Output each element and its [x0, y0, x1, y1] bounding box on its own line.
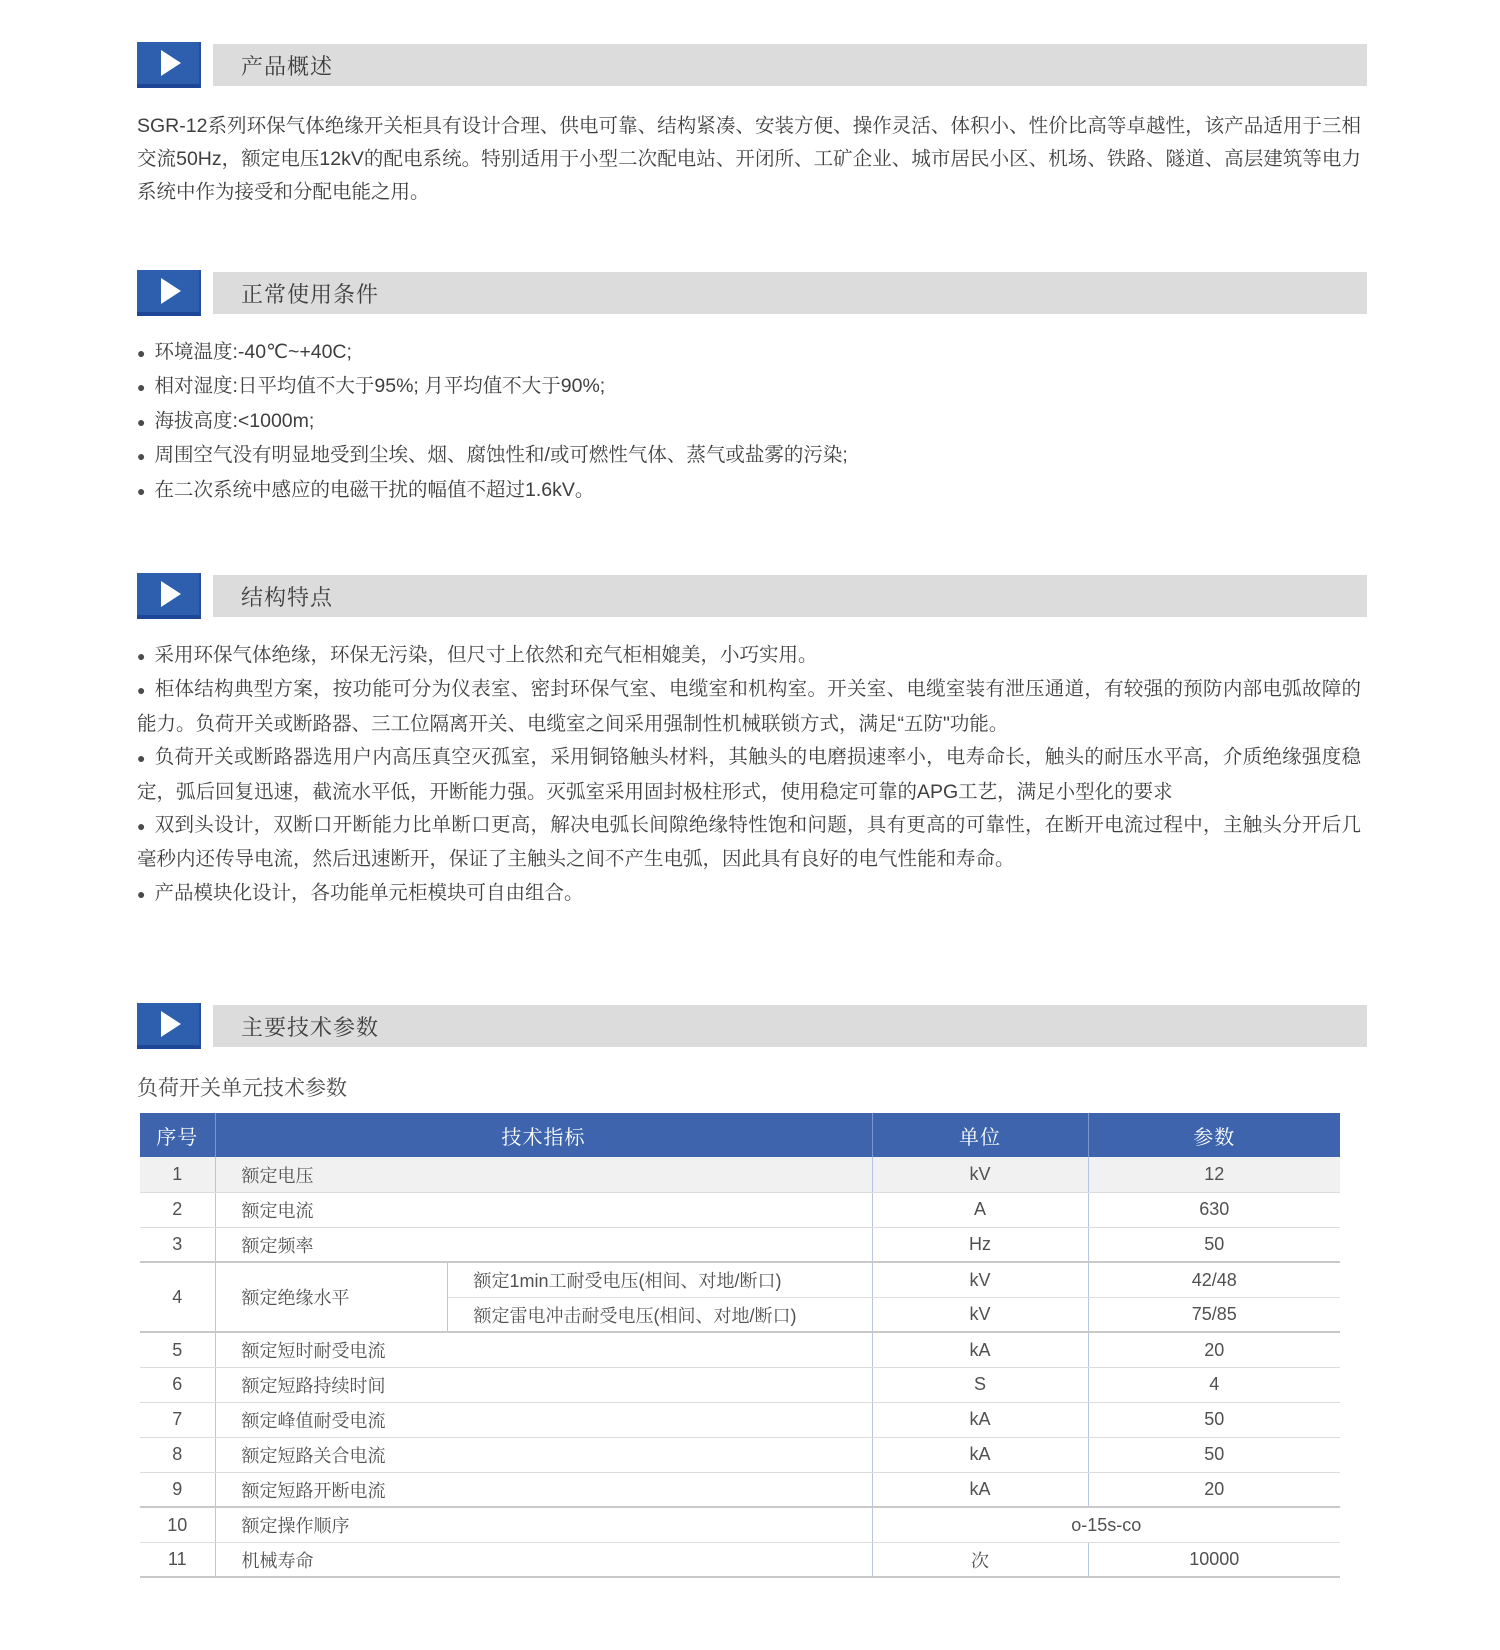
cell-no: 6	[140, 1367, 215, 1402]
table-row	[140, 1262, 1340, 1297]
bullet-text: 周围空气没有明显地受到尘埃、烟、腐蚀性和/或可燃性气体、蒸气或盐雾的污染;	[154, 444, 848, 467]
cell-no: 4	[140, 1262, 215, 1332]
play-arrow-icon	[137, 1003, 201, 1049]
triangle-glyph	[161, 50, 181, 76]
cell-indicator: 额定绝缘水平	[215, 1262, 447, 1332]
cell-value: 42/48	[1088, 1262, 1340, 1297]
table-row	[140, 1542, 1340, 1577]
bullet-text: 产品模块化设计，各功能单元柜模块可自由组合。	[154, 881, 584, 904]
bullet-item	[137, 336, 1361, 370]
table-row	[140, 1472, 1340, 1507]
conditions-list	[137, 336, 1361, 508]
cell-no: 7	[140, 1402, 215, 1437]
bullet-text: 海拔高度:<1000m;	[154, 409, 315, 432]
bullet-icon: ●	[137, 682, 146, 699]
params-table	[140, 1113, 1340, 1578]
cell-value: 20	[1088, 1332, 1340, 1367]
table-row	[140, 1227, 1340, 1262]
bullet-item	[137, 673, 1361, 741]
section-title-bar	[213, 1005, 1367, 1047]
cell-sub-indicator: 额定雷电冲击耐受电压(相间、对地/断口)	[447, 1297, 872, 1332]
table-header-value: 参数	[1088, 1113, 1340, 1157]
triangle-glyph	[161, 1011, 181, 1037]
bullet-text: 柜体结构典型方案，按功能可分为仪表室、密封环保气室、电缆室和机构室。开关室、电缆室装有泄压通道，有较强的预防内部电弧故障的能力。负荷开关或断路器、三工位隔离开关、电缆室之间采用强制性机械联锁方式，满足“五防"功能。	[137, 678, 1361, 735]
cell-no: 8	[140, 1437, 215, 1472]
bullet-text: 环境温度:-40℃~+40C;	[154, 341, 352, 363]
cell-no: 9	[140, 1472, 215, 1507]
cell-indicator: 额定短路关合电流	[215, 1437, 872, 1472]
overview-paragraph: SGR-12系列环保气体绝缘开关柜具有设计合理、供电可靠、结构紧凑、安装方便、操作灵活、体积小、性价比高等卓越性，该产品适用于三相交流50Hz，额定电压12kV的配电系统。特别适用于小型二次配电站、开闭所、工矿企业、城市居民小区、机场、铁路、隧道、高层建筑等电力系统中作为接受和分配电能之用。	[137, 115, 1361, 203]
section-title-bar	[213, 44, 1367, 86]
table-row	[140, 1402, 1340, 1437]
cell-indicator: 额定峰值耐受电流	[215, 1402, 872, 1437]
table-header-unit: 单位	[872, 1113, 1088, 1157]
table-body	[140, 1157, 1340, 1577]
cell-no: 2	[140, 1192, 215, 1227]
bullet-text: 相对湿度:日平均值不大于95%; 月平均值不大于90%;	[154, 375, 606, 398]
cell-no: 5	[140, 1332, 215, 1367]
cell-unit: kA	[872, 1332, 1088, 1367]
bullet-item	[137, 877, 1361, 911]
section-header-overview	[137, 42, 1367, 88]
bullet-item	[137, 741, 1361, 809]
bullet-icon: ●	[137, 413, 146, 430]
section-title-bar	[213, 575, 1367, 617]
cell-value: 50	[1088, 1402, 1340, 1437]
cell-value: 10000	[1088, 1542, 1340, 1577]
section-title: 产品概述	[241, 53, 334, 79]
bullet-item	[137, 474, 1361, 508]
table-header-indicator: 技术指标	[215, 1113, 872, 1157]
section-title: 结构特点	[241, 584, 334, 610]
triangle-glyph	[161, 278, 181, 304]
bullet-text: 负荷开关或断路器选用户内高压真空灭孤室，采用铜铬触头材料，其触头的电磨损速率小，电寿命长，触头的耐压水平高，介质绝缘强度稳定，弧后回复迅速，截流水平低，开断能力强。灭弧室采用固封极柱形式，使用稳定可靠的APG工艺，满足小型化的要求	[137, 746, 1361, 803]
features-list	[137, 639, 1361, 911]
cell-unit: Hz	[872, 1227, 1088, 1262]
section-header-conditions	[137, 270, 1367, 316]
bullet-icon: ●	[137, 648, 146, 665]
params-table-wrap	[140, 1113, 1340, 1578]
table-row	[140, 1192, 1340, 1227]
cell-unit: kA	[872, 1402, 1088, 1437]
cell-unit: kA	[872, 1472, 1088, 1507]
table-row	[140, 1157, 1340, 1192]
cell-sub-indicator: 额定1min工耐受电压(相间、对地/断口)	[447, 1262, 872, 1297]
bullet-item	[137, 370, 1361, 404]
bullet-item	[137, 439, 1361, 473]
bullet-item	[137, 405, 1361, 439]
cell-unit: 次	[872, 1542, 1088, 1577]
cell-indicator: 额定操作顺序	[215, 1507, 872, 1542]
cell-no: 10	[140, 1507, 215, 1542]
params-subtitle: 负荷开关单元技术参数	[137, 1077, 347, 1101]
cell-indicator: 额定电压	[215, 1157, 872, 1192]
bullet-icon: ●	[137, 885, 146, 902]
cell-value: 630	[1088, 1192, 1340, 1227]
cell-value: 75/85	[1088, 1297, 1340, 1332]
cell-no: 3	[140, 1227, 215, 1262]
bullet-item	[137, 809, 1361, 877]
cell-unit: kV	[872, 1157, 1088, 1192]
cell-unit: kV	[872, 1297, 1088, 1332]
cell-indicator: 额定频率	[215, 1227, 872, 1262]
cell-indicator: 额定电流	[215, 1192, 872, 1227]
table-row	[140, 1437, 1340, 1472]
bullet-icon: ●	[137, 482, 146, 499]
bullet-icon: ●	[137, 750, 146, 767]
section-title: 主要技术参数	[241, 1014, 380, 1040]
table-header-row	[140, 1113, 1340, 1157]
cell-value: 50	[1088, 1227, 1340, 1262]
cell-no: 11	[140, 1542, 215, 1577]
section-title-bar	[213, 272, 1367, 314]
bullet-text: 采用环保气体绝缘，环保无污染，但尺寸上依然和充气柜相媲美，小巧实用。	[154, 644, 818, 667]
cell-indicator: 机械寿命	[215, 1542, 872, 1577]
cell-value: 12	[1088, 1157, 1340, 1192]
bullet-icon: ●	[137, 345, 146, 361]
table-row	[140, 1367, 1340, 1402]
bullet-icon: ●	[137, 448, 146, 465]
play-arrow-icon	[137, 270, 201, 316]
table-row	[140, 1332, 1340, 1367]
play-arrow-icon	[137, 42, 201, 88]
cell-value: 50	[1088, 1437, 1340, 1472]
triangle-glyph	[161, 581, 181, 607]
bullet-item	[137, 639, 1361, 673]
cell-unit: kV	[872, 1262, 1088, 1297]
bullet-text: 在二次系统中感应的电磁干扰的幅值不超过1.6kV。	[154, 478, 595, 501]
cell-no: 1	[140, 1157, 215, 1192]
cell-indicator: 额定短路开断电流	[215, 1472, 872, 1507]
cell-unit: kA	[872, 1437, 1088, 1472]
bullet-icon: ●	[137, 818, 146, 835]
play-arrow-icon	[137, 573, 201, 619]
cell-value: 4	[1088, 1367, 1340, 1402]
cell-unit: A	[872, 1192, 1088, 1227]
cell-indicator: 额定短路持续时间	[215, 1367, 872, 1402]
cell-unit: S	[872, 1367, 1088, 1402]
table-header-no: 序号	[140, 1113, 215, 1157]
table-row	[140, 1507, 1340, 1542]
section-header-features	[137, 573, 1367, 619]
section-header-parameters	[137, 1003, 1367, 1049]
section-title: 正常使用条件	[241, 281, 380, 307]
cell-indicator: 额定短时耐受电流	[215, 1332, 872, 1367]
cell-value: 20	[1088, 1472, 1340, 1507]
cell-merged-value: o-15s-co	[872, 1507, 1340, 1542]
bullet-text: 双到头设计，双断口开断能力比单断口更高，解决电弧长间隙绝缘特性饱和问题，具有更高的可靠性，在断开电流过程中，主触头分开后几毫秒内还传导电流，然后迅速断开，保证了主触头之间不产生电弧，因此具有良好的电气性能和寿命。	[137, 814, 1361, 871]
bullet-icon: ●	[137, 379, 146, 396]
